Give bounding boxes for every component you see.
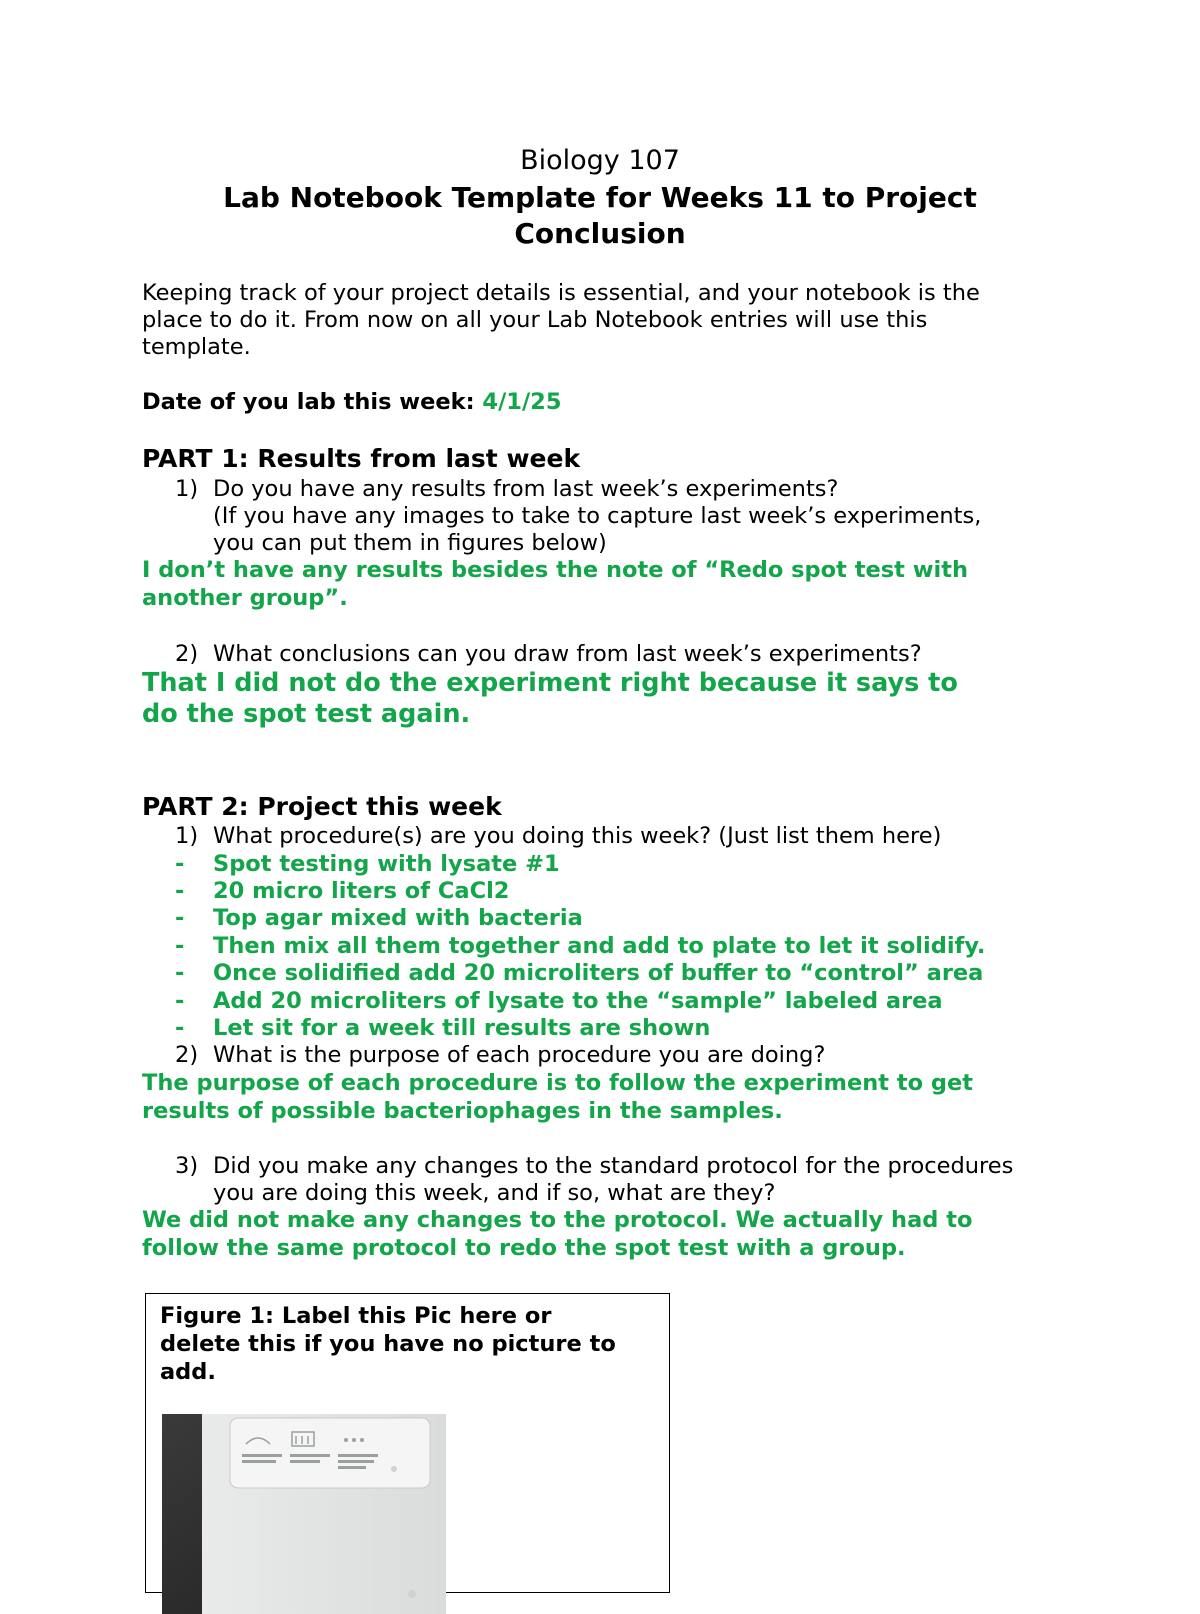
procedure-step — [175, 851, 560, 878]
intro-line-2: place to do it. From now on all your Lab Notebook entries will use this — [142, 307, 928, 333]
part1-q1-number: 1) — [175, 476, 199, 502]
part1-q1-note-line1: (If you have any images to take to capture last week’s experiments, — [213, 503, 982, 529]
part2-q1-text: What procedure(s) are you doing this week? (Just list them here) — [213, 823, 942, 849]
bullet-dash: - — [175, 1015, 185, 1041]
figure-caption-line2: delete this if you have no picture to — [160, 1331, 616, 1357]
part1-q1-answer-line1: I don’t have any results besides the note of “Redo spot test with — [142, 557, 968, 583]
procedure-step-text: Let sit for a week till results are shown — [213, 1015, 711, 1041]
document-title-line1: Lab Notebook Template for Weeks 11 to Project — [223, 181, 977, 214]
part1-q2-number: 2) — [175, 641, 199, 667]
bullet-dash: - — [175, 988, 185, 1014]
part1-q1-answer-line2: another group”. — [142, 585, 348, 611]
bullet-dash: - — [175, 878, 185, 904]
lab-date-label: Date of you lab this week: — [142, 389, 475, 415]
intro-line-3: template. — [142, 334, 251, 360]
bullet-dash: - — [175, 851, 185, 877]
procedure-step-text: Add 20 microliters of lysate to the “sample” labeled area — [213, 988, 943, 1014]
procedure-step — [175, 1015, 710, 1042]
part2-q3-answer-line1: We did not make any changes to the protocol. We actually had to — [142, 1207, 973, 1233]
part1-heading: PART 1: Results from last week — [142, 444, 581, 473]
part1-q2-text: What conclusions can you draw from last week’s experiments? — [213, 641, 922, 667]
part2-heading: PART 2: Project this week — [142, 792, 502, 821]
figure-caption — [160, 1302, 660, 1386]
part2-q3-text-line2: you are doing this week, and if so, what are they? — [213, 1180, 776, 1206]
procedure-step — [175, 905, 583, 932]
part2-q2-number: 2) — [175, 1042, 199, 1068]
part1-q2-answer-line1: That I did not do the experiment right because it says to — [142, 668, 958, 698]
part2-q2-answer-line2: results of possible bacteriophages in the samples. — [142, 1098, 783, 1124]
procedure-step-text: Once solidified add 20 microliters of buffer to “control” area — [213, 960, 984, 986]
intro-line-1: Keeping track of your project details is essential, and your notebook is the — [142, 280, 980, 306]
part2-q2-answer-line1: The purpose of each procedure is to follow the experiment to get — [142, 1070, 974, 1096]
lab-date-value: 4/1/25 — [482, 389, 562, 415]
figure-box — [145, 1293, 670, 1593]
document-title-line2: Conclusion — [514, 217, 686, 250]
part2-q2-text: What is the purpose of each procedure you are doing? — [213, 1042, 826, 1068]
procedure-step-text: 20 micro liters of CaCl2 — [213, 878, 510, 904]
plate-photo-image — [162, 1414, 446, 1614]
part2-q3-answer-line2: follow the same protocol to redo the spot test with a group. — [142, 1235, 906, 1261]
procedure-step — [175, 960, 983, 987]
figure-caption-line3: add. — [160, 1359, 216, 1385]
bullet-dash: - — [175, 933, 185, 959]
part2-q3-number: 3) — [175, 1153, 199, 1179]
figure-caption-line1: Figure 1: Label this Pic here or — [160, 1303, 552, 1329]
procedure-step — [175, 933, 985, 960]
part2-q3-text-line1: Did you make any changes to the standard protocol for the procedures — [213, 1153, 1014, 1179]
part2-q1-number: 1) — [175, 823, 199, 849]
part1-q1-note-line2: you can put them in figures below) — [213, 530, 607, 556]
bullet-dash: - — [175, 960, 185, 986]
procedure-step-text: Spot testing with lysate #1 — [213, 851, 560, 877]
procedure-step — [175, 878, 509, 905]
part1-q2-answer-line2: do the spot test again. — [142, 699, 471, 729]
bullet-dash: - — [175, 905, 185, 931]
procedure-step-text: Then mix all them together and add to plate to let it solidify. — [213, 933, 986, 959]
figure-photo — [162, 1414, 446, 1614]
lab-date-row — [142, 389, 561, 416]
procedure-step-text: Top agar mixed with bacteria — [213, 905, 583, 931]
procedure-step — [175, 988, 943, 1015]
part1-q1-text: Do you have any results from last week’s experiments? — [213, 476, 839, 502]
course-title: Biology 107 — [520, 145, 680, 176]
